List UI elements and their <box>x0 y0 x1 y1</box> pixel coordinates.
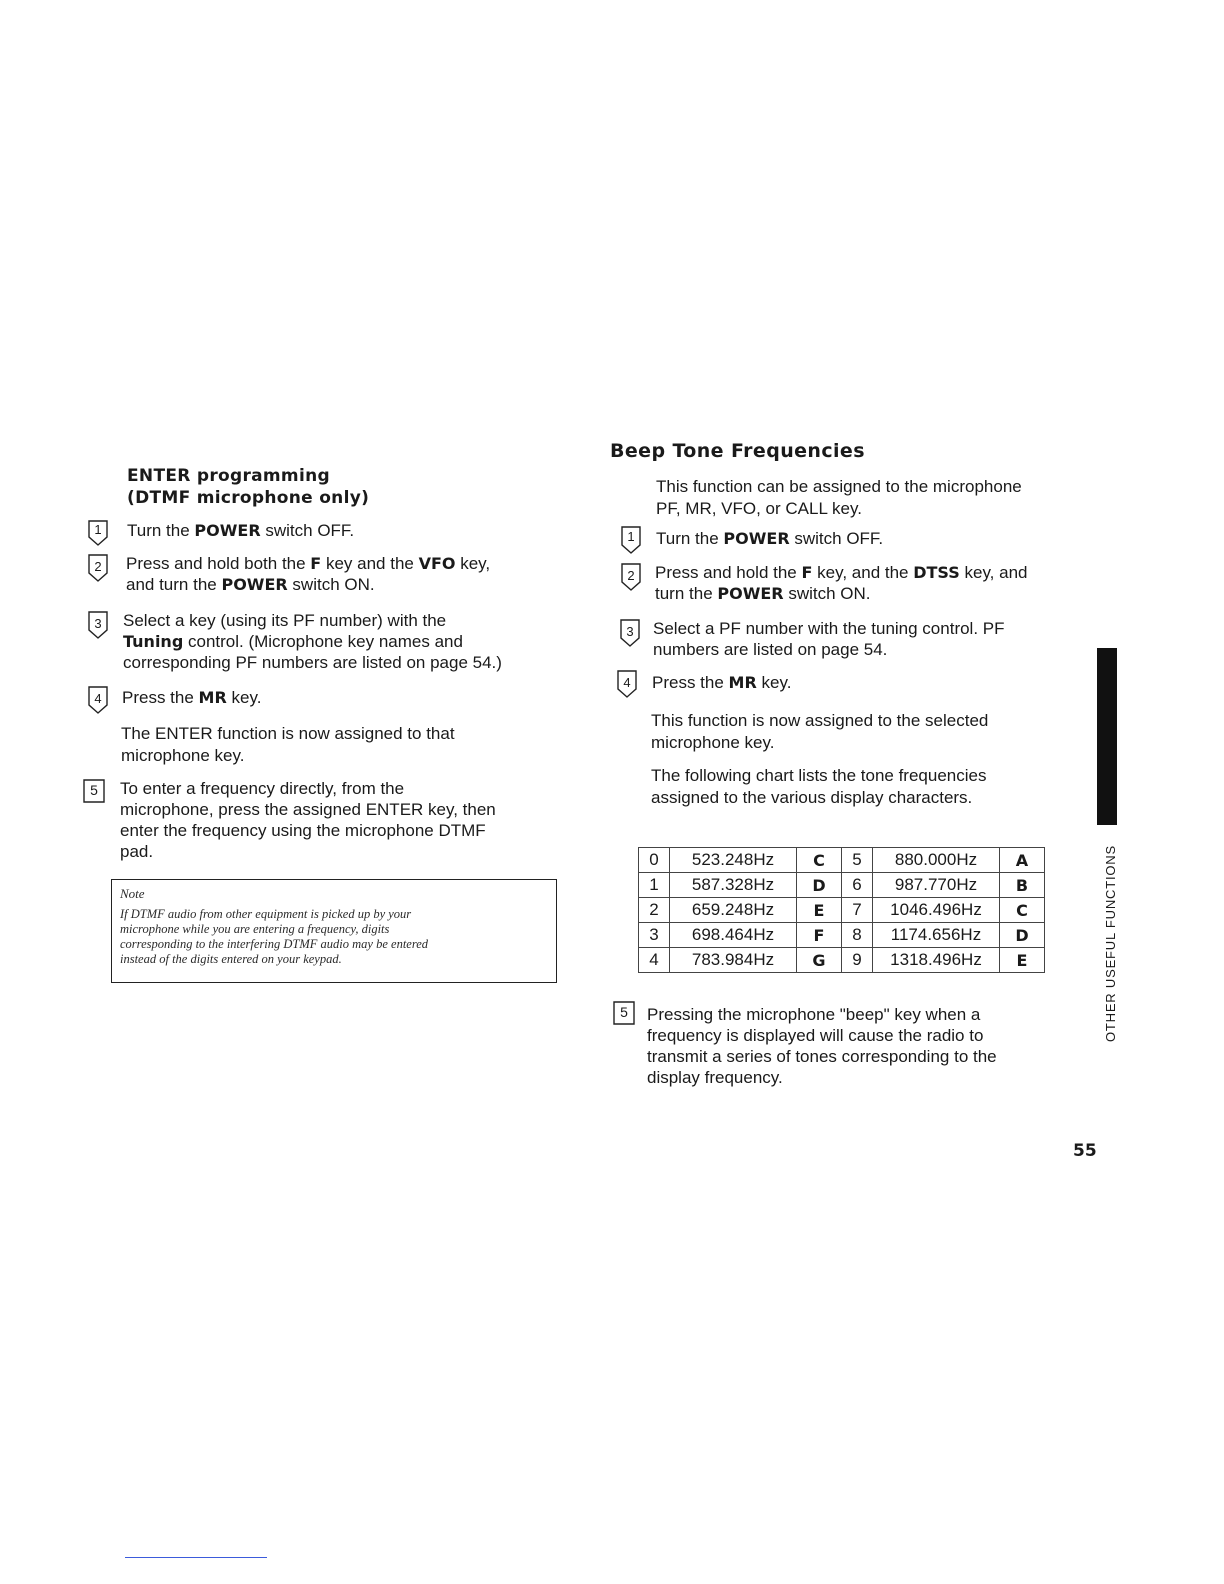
frequency-cell: 783.984Hz <box>670 948 797 973</box>
chart-intro: The following chart lists the tone frequencies assigned to the various display characters. <box>651 766 987 807</box>
heading-line-2: (DTMF microphone only) <box>127 488 370 508</box>
character-cell: D <box>797 873 842 898</box>
right-step-4-result: This function is now assigned to the selected microphone key. <box>651 711 989 752</box>
note-label: Note <box>120 886 145 901</box>
footer-divider <box>125 1557 267 1558</box>
table-row <box>639 923 1045 948</box>
step-text: Press and hold the F key, and the DTSS key, and turn the POWER switch ON. <box>655 563 1028 603</box>
table-row <box>639 898 1045 923</box>
digit-cell: 1 <box>639 873 670 898</box>
section-tab-marker <box>1097 648 1117 825</box>
frequency-cell: 880.000Hz <box>873 848 1000 873</box>
frequency-cell: 1174.656Hz <box>873 923 1000 948</box>
step-badge-icon: 2 <box>620 562 642 588</box>
character-cell: C <box>797 848 842 873</box>
table-row <box>639 848 1045 873</box>
table-row <box>639 873 1045 898</box>
heading-line-1: ENTER programming <box>127 466 330 486</box>
note-line: If DTMF audio from other equipment is picked up by your <box>120 907 412 921</box>
tone-frequency-table <box>638 847 1045 973</box>
step-text: Turn the POWER switch OFF. <box>127 521 355 540</box>
frequency-cell: 1318.496Hz <box>873 948 1000 973</box>
step-badge-icon: 4 <box>87 685 109 711</box>
character-cell: E <box>797 898 842 923</box>
step-text: Turn the POWER switch OFF. <box>656 529 884 548</box>
frequency-cell: 698.464Hz <box>670 923 797 948</box>
step-badge-icon: 4 <box>616 669 638 695</box>
digit-cell: 3 <box>639 923 670 948</box>
frequency-cell: 659.248Hz <box>670 898 797 923</box>
step-badge-icon: 1 <box>620 525 642 551</box>
note-line: instead of the digits entered on your keypad. <box>120 952 342 966</box>
step-badge-icon: 5 <box>82 778 104 804</box>
digit-cell: 0 <box>639 848 670 873</box>
enter-programming-heading <box>127 465 369 509</box>
step-badge-icon: 2 <box>87 553 109 579</box>
beep-intro: This function can be assigned to the microphone PF, MR, VFO, or CALL key. <box>656 477 1022 518</box>
note-box <box>111 879 557 983</box>
character-cell: A <box>1000 848 1045 873</box>
side-section-label: OTHER USEFUL FUNCTIONS <box>1103 845 1118 1042</box>
step-text: Press and hold both the F key and the VFO key, and turn the POWER switch ON. <box>126 554 491 594</box>
digit-cell: 2 <box>639 898 670 923</box>
step-text: Pressing the microphone "beep" key when a frequency is displayed will cause the radio to transmit a series of tones corresponding to the display frequency. <box>647 1005 997 1087</box>
step-text: Select a PF number with the tuning control. PF numbers are listed on page 54. <box>653 619 1005 659</box>
character-cell: C <box>1000 898 1045 923</box>
step-badge-icon: 1 <box>87 519 109 545</box>
step-text: Select a key (using its PF number) with the Tuning control. (Microphone key names and corresponding PF numbers are listed on page 54.) <box>123 611 502 672</box>
table-row <box>639 948 1045 973</box>
frequency-cell: 1046.496Hz <box>873 898 1000 923</box>
character-cell: G <box>797 948 842 973</box>
step-text: Press the MR key. <box>652 673 792 692</box>
step-text: Press the MR key. <box>122 688 262 707</box>
beep-tone-heading: Beep Tone Frequencies <box>610 440 865 462</box>
frequency-cell: 987.770Hz <box>873 873 1000 898</box>
character-cell: E <box>1000 948 1045 973</box>
note-line: microphone while you are entering a frequency, digits <box>120 922 390 936</box>
step-badge-icon: 3 <box>619 618 641 644</box>
step-badge-icon: 5 <box>612 1000 634 1026</box>
character-cell: D <box>1000 923 1045 948</box>
character-cell: B <box>1000 873 1045 898</box>
digit-cell: 8 <box>842 923 873 948</box>
step-badge-icon: 3 <box>87 610 109 636</box>
frequency-cell: 587.328Hz <box>670 873 797 898</box>
digit-cell: 4 <box>639 948 670 973</box>
page-number: 55 <box>1073 1141 1097 1161</box>
digit-cell: 9 <box>842 948 873 973</box>
digit-cell: 5 <box>842 848 873 873</box>
digit-cell: 6 <box>842 873 873 898</box>
frequency-cell: 523.248Hz <box>670 848 797 873</box>
note-line: corresponding to the interfering DTMF audio may be entered <box>120 937 429 951</box>
digit-cell: 7 <box>842 898 873 923</box>
step-text: To enter a frequency directly, from the microphone, press the assigned ENTER key, then enter the frequency using the microphone DTMF pad. <box>120 779 496 861</box>
left-step-4-result: The ENTER function is now assigned to that microphone key. <box>121 724 455 765</box>
character-cell: F <box>797 923 842 948</box>
